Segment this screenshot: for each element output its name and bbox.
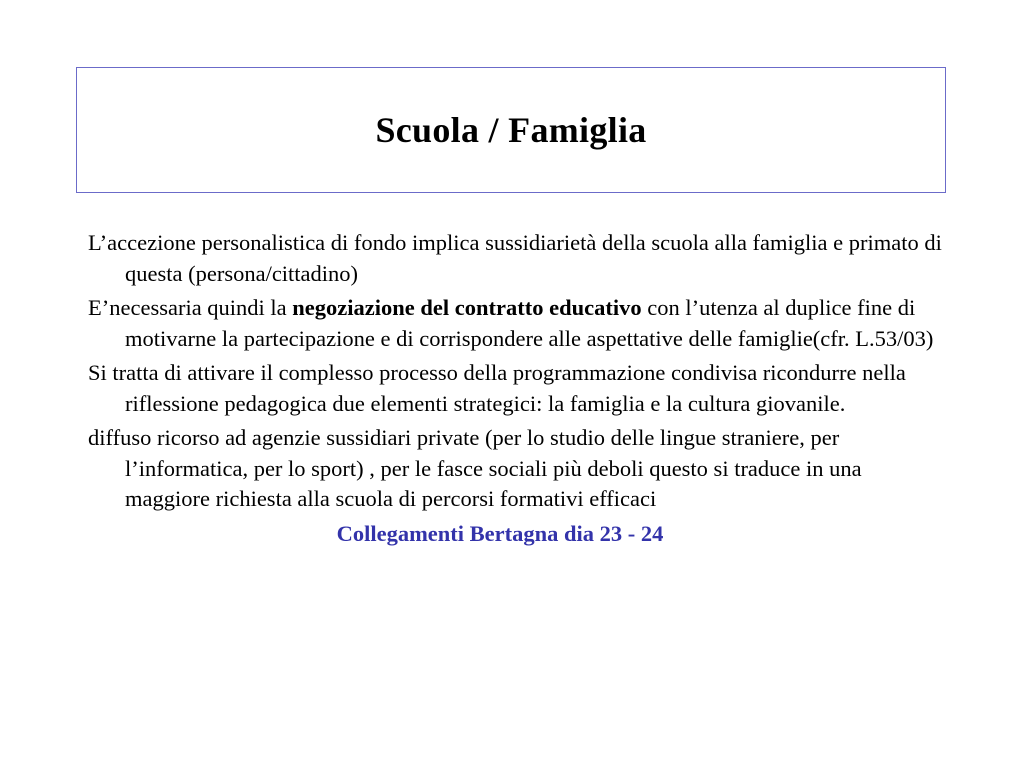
paragraph-2-lead: E’necessaria quindi la: [88, 295, 293, 320]
paragraph-4: diffuso ricorso ad agenzie sussidiari private (per lo studio delle lingue straniere, per l’informatica, per lo sport) , per le fasce sociali più deboli questo si traduce in una maggiore richiesta alla scuola di percorsi formativi efficaci: [88, 425, 862, 511]
title-box: [76, 67, 946, 193]
link-line: [88, 519, 948, 550]
paragraph-2-rest: con l’utenza al duplice fine di motivarne la partecipazione e di corrispondere alle aspettative delle famiglie(cfr. L.53/03): [125, 295, 934, 351]
paragraph-2: [88, 293, 948, 354]
paragraph-3: Si tratta di attivare il complesso processo della programmazione condivisa ricondurre nella riflessione pedagogica due elementi strategici: la famiglia e la cultura giovanile.: [88, 360, 906, 416]
slide-body: [88, 228, 948, 549]
slide-title: Scuola / Famiglia: [375, 110, 647, 150]
collegamenti-link[interactable]: Collegamenti Bertagna dia 23 - 24: [336, 520, 664, 546]
paragraph-1: L’accezione personalistica di fondo implica sussidiarietà della scuola alla famiglia e primato di questa (persona/cittadino): [88, 230, 942, 286]
paragraph-2-emphasis: negoziazione del contratto educativo: [292, 295, 642, 320]
